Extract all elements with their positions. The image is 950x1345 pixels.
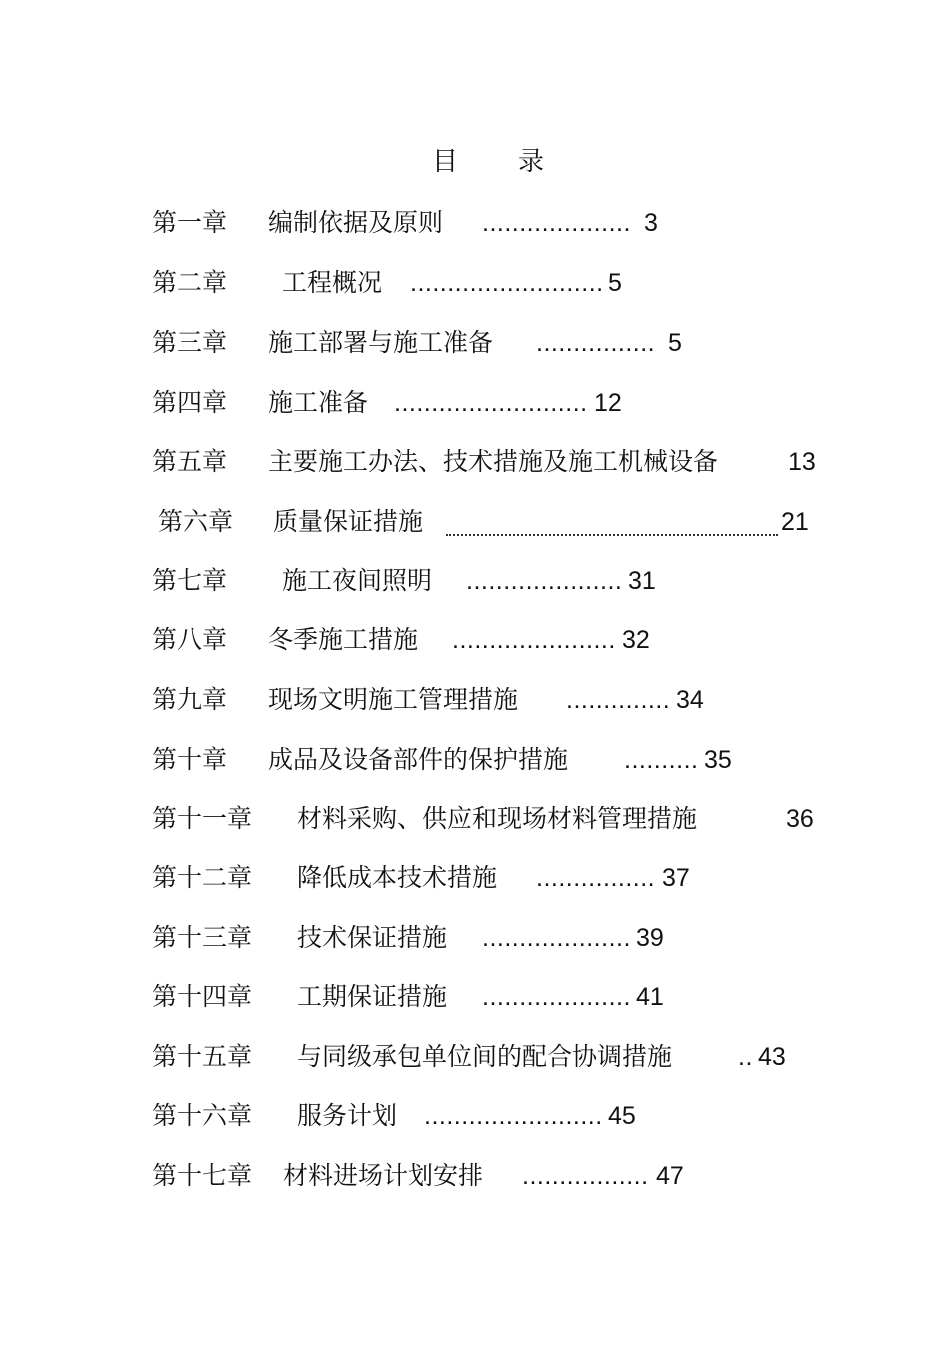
chapter-title: 材料进场计划安排 — [283, 1161, 484, 1190]
leader-dots: .......................... — [394, 389, 588, 417]
page-number: 35 — [704, 746, 732, 774]
toc-title — [0, 145, 950, 179]
chapter-title: 主要施工办法、技术措施及施工机械设备 — [268, 447, 719, 476]
leader-dots: ..................... — [466, 567, 623, 595]
chapter-title: 工程概况 — [282, 268, 383, 297]
chapter-number: 第十六章 — [152, 1101, 253, 1130]
chapter-title: 服务计划 — [297, 1101, 398, 1130]
leader-dots: ........................ — [424, 1102, 603, 1130]
chapter-number: 第八章 — [152, 625, 228, 654]
chapter-number: 第十三章 — [152, 923, 253, 952]
leader-dots: .......................... — [410, 269, 604, 297]
toc-entry-17[interactable] — [0, 1159, 950, 1193]
page-number: 5 — [608, 269, 622, 297]
toc-entry-14[interactable] — [0, 980, 950, 1014]
toc-entry-15[interactable] — [0, 1040, 950, 1074]
leader-dots: .............. — [566, 686, 671, 714]
chapter-title: 成品及设备部件的保护措施 — [268, 745, 569, 774]
page-number: 21 — [781, 508, 809, 536]
toc-entry-1[interactable] — [0, 206, 950, 240]
page-number: 12 — [594, 389, 622, 417]
chapter-title: 现场文明施工管理措施 — [268, 685, 519, 714]
page-number: 45 — [608, 1102, 636, 1130]
page-number: 34 — [676, 686, 704, 714]
leader-dots: ................ — [536, 864, 656, 892]
toc-entry-6[interactable] — [0, 505, 950, 539]
chapter-number: 第九章 — [152, 685, 228, 714]
toc-title-char-2: 录 — [518, 147, 545, 177]
chapter-title: 施工部署与施工准备 — [268, 328, 494, 357]
chapter-title: 降低成本技术措施 — [297, 863, 498, 892]
page-number: 43 — [758, 1043, 786, 1071]
chapter-title: 与同级承包单位间的配合协调措施 — [297, 1042, 673, 1071]
chapter-number: 第六章 — [158, 507, 234, 536]
toc-entry-11[interactable] — [0, 802, 950, 836]
chapter-number: 第十章 — [152, 745, 228, 774]
chapter-number: 第十一章 — [152, 804, 253, 833]
chapter-number: 第四章 — [152, 388, 228, 417]
page-number: 5 — [668, 329, 682, 357]
toc-entry-7[interactable] — [0, 564, 950, 598]
chapter-title: 编制依据及原则 — [268, 208, 444, 237]
chapter-title: 工期保证措施 — [297, 982, 448, 1011]
chapter-number: 第十二章 — [152, 863, 253, 892]
chapter-number: 第一章 — [152, 208, 228, 237]
toc-entry-12[interactable] — [0, 861, 950, 895]
page-number: 47 — [656, 1162, 684, 1190]
chapter-title: 技术保证措施 — [297, 923, 448, 952]
page-number: 36 — [786, 805, 814, 833]
page-number: 32 — [622, 626, 650, 654]
leader-dots: .................... — [482, 924, 631, 952]
chapter-number: 第三章 — [152, 328, 228, 357]
page-number: 37 — [662, 864, 690, 892]
page-number: 39 — [636, 924, 664, 952]
chapter-title: 施工夜间照明 — [282, 566, 433, 595]
leader-dots: .......... — [624, 746, 699, 774]
toc-entry-4[interactable] — [0, 386, 950, 420]
toc-entry-3[interactable] — [0, 326, 950, 360]
page-number: 41 — [636, 983, 664, 1011]
chapter-title: 施工准备 — [268, 388, 369, 417]
chapter-number: 第十五章 — [152, 1042, 253, 1071]
toc-entry-13[interactable] — [0, 921, 950, 955]
leader-dots: .. — [738, 1043, 753, 1071]
leader-dots: ................ — [536, 329, 656, 357]
chapter-title: 冬季施工措施 — [268, 625, 419, 654]
chapter-number: 第十四章 — [152, 982, 253, 1011]
chapter-number: 第七章 — [152, 566, 228, 595]
toc-entry-10[interactable] — [0, 743, 950, 777]
leader-dots: ...................... — [452, 626, 616, 654]
toc-entry-8[interactable] — [0, 623, 950, 657]
leader-dots: .................... — [482, 983, 631, 1011]
leader-dots: ................. — [522, 1162, 649, 1190]
leader-dots: .................... — [482, 209, 631, 237]
leader-line — [446, 534, 778, 536]
page-number: 3 — [644, 209, 658, 237]
page-number: 13 — [788, 448, 816, 476]
chapter-number: 第二章 — [152, 268, 228, 297]
chapter-title: 质量保证措施 — [273, 507, 424, 536]
toc-entry-5[interactable] — [0, 445, 950, 479]
toc-entry-16[interactable] — [0, 1099, 950, 1133]
toc-title-char-1: 目 — [432, 147, 459, 177]
chapter-number: 第十七章 — [152, 1161, 253, 1190]
page-number: 31 — [628, 567, 656, 595]
toc-entry-2[interactable] — [0, 266, 950, 300]
toc-entry-9[interactable] — [0, 683, 950, 717]
chapter-number: 第五章 — [152, 447, 228, 476]
chapter-title: 材料采购、供应和现场材料管理措施 — [297, 804, 698, 833]
